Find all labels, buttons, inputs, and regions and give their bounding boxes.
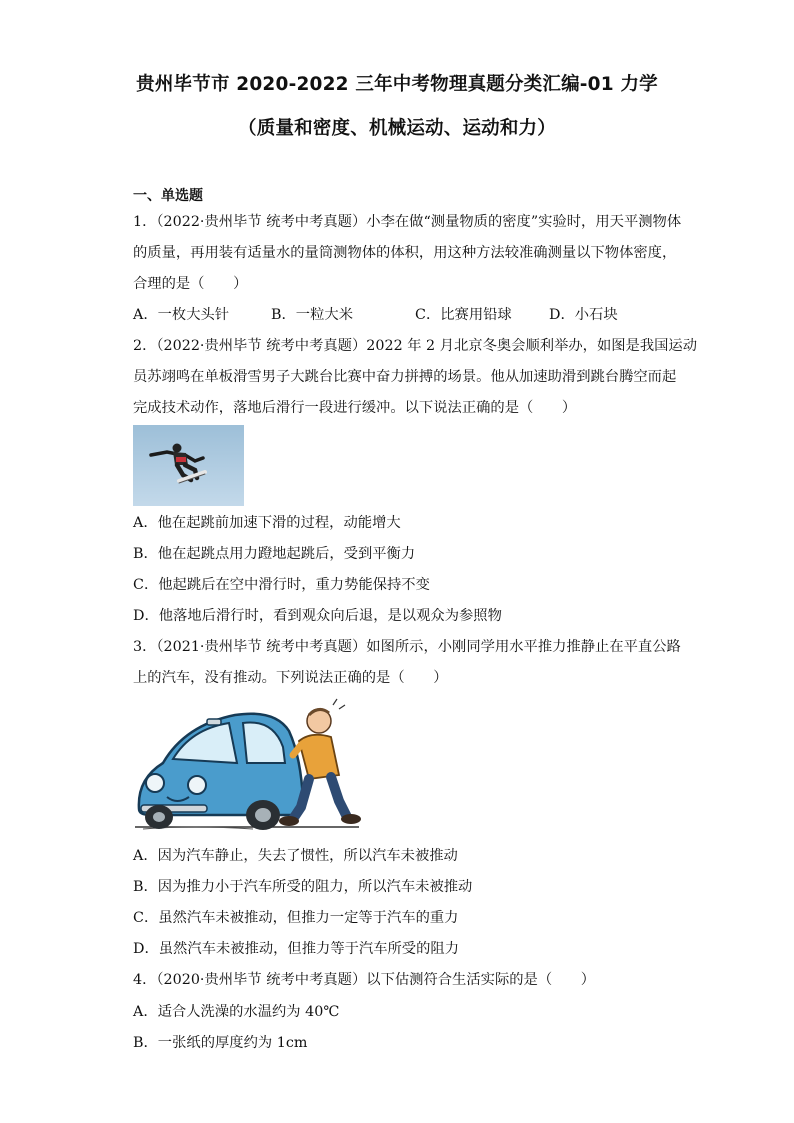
q1-option-d: D．小石块 xyxy=(549,307,618,323)
document-title-line-2: （质量和密度、机械运动、运动和力） xyxy=(238,118,556,139)
q1-line-2: 的质量，再用装有适量水的量筒测物体的体积，用这种方法较准确测量以下物体密度， xyxy=(133,245,677,261)
q1-line-1: 1．（2022·贵州毕节 统考中考真题）小李在做“测量物质的密度”实验时，用天平测物体 xyxy=(133,214,682,230)
q2-option-d: D．他落地后滑行时，看到观众向后退，是以观众为参照物 xyxy=(133,608,502,624)
q4-line-1: 4．（2020·贵州毕节 统考中考真题）以下估测符合生活实际的是（ ） xyxy=(133,972,596,988)
q1-option-b: B．一粒大米 xyxy=(271,307,353,323)
q2-line-2: 员苏翊鸣在单板滑雪男子大跳台比赛中奋力拼搏的场景。他从加速助滑到跳台腾空而起 xyxy=(133,369,677,385)
q3-option-c: C．虽然汽车未被推动，但推力一定等于汽车的重力 xyxy=(133,910,459,926)
q4-option-a: A．适合人洗澡的水温约为 40℃ xyxy=(133,1004,340,1020)
q4-option-b: B．一张纸的厚度约为 1cm xyxy=(133,1035,308,1051)
q3-line-2: 上的汽车，没有推动。下列说法正确的是（ ） xyxy=(133,670,448,686)
q1-option-a: A．一枚大头针 xyxy=(133,307,230,323)
q2-line-1: 2．（2022·贵州毕节 统考中考真题）2022 年 2 月北京冬奥会顺利举办，如图是我国运动 xyxy=(133,338,698,354)
q3-option-d: D．虽然汽车未被推动，但推力等于汽车所受的阻力 xyxy=(133,941,459,957)
q3-option-b: B．因为推力小于汽车所受的阻力，所以汽车未被推动 xyxy=(133,879,473,895)
q2-option-c: C．他起跳后在空中滑行时，重力势能保持不变 xyxy=(133,577,430,593)
snowboarder-photo xyxy=(133,425,244,506)
q3-option-a: A．因为汽车静止，失去了惯性，所以汽车未被推动 xyxy=(133,848,458,864)
q1-option-c: C．比赛用铅球 xyxy=(415,307,512,323)
document-title-line-1: 贵州毕节市 2020-2022 三年中考物理真题分类汇编-01 力学 xyxy=(136,74,658,95)
q2-line-3: 完成技术动作，落地后滑行一段进行缓冲。以下说法正确的是（ ） xyxy=(133,400,577,416)
section-heading: 一、单选题 xyxy=(133,188,203,204)
q1-line-3: 合理的是（ ） xyxy=(133,276,248,292)
man-pushing-car-illustration xyxy=(133,697,361,833)
q2-option-a: A．他在起跳前加速下滑的过程，动能增大 xyxy=(133,515,401,531)
q3-line-1: 3．（2021·贵州毕节 统考中考真题）如图所示，小刚同学用水平推力推静止在平直公路 xyxy=(133,639,681,655)
q2-option-b: B．他在起跳点用力蹬地起跳后，受到平衡力 xyxy=(133,546,416,562)
